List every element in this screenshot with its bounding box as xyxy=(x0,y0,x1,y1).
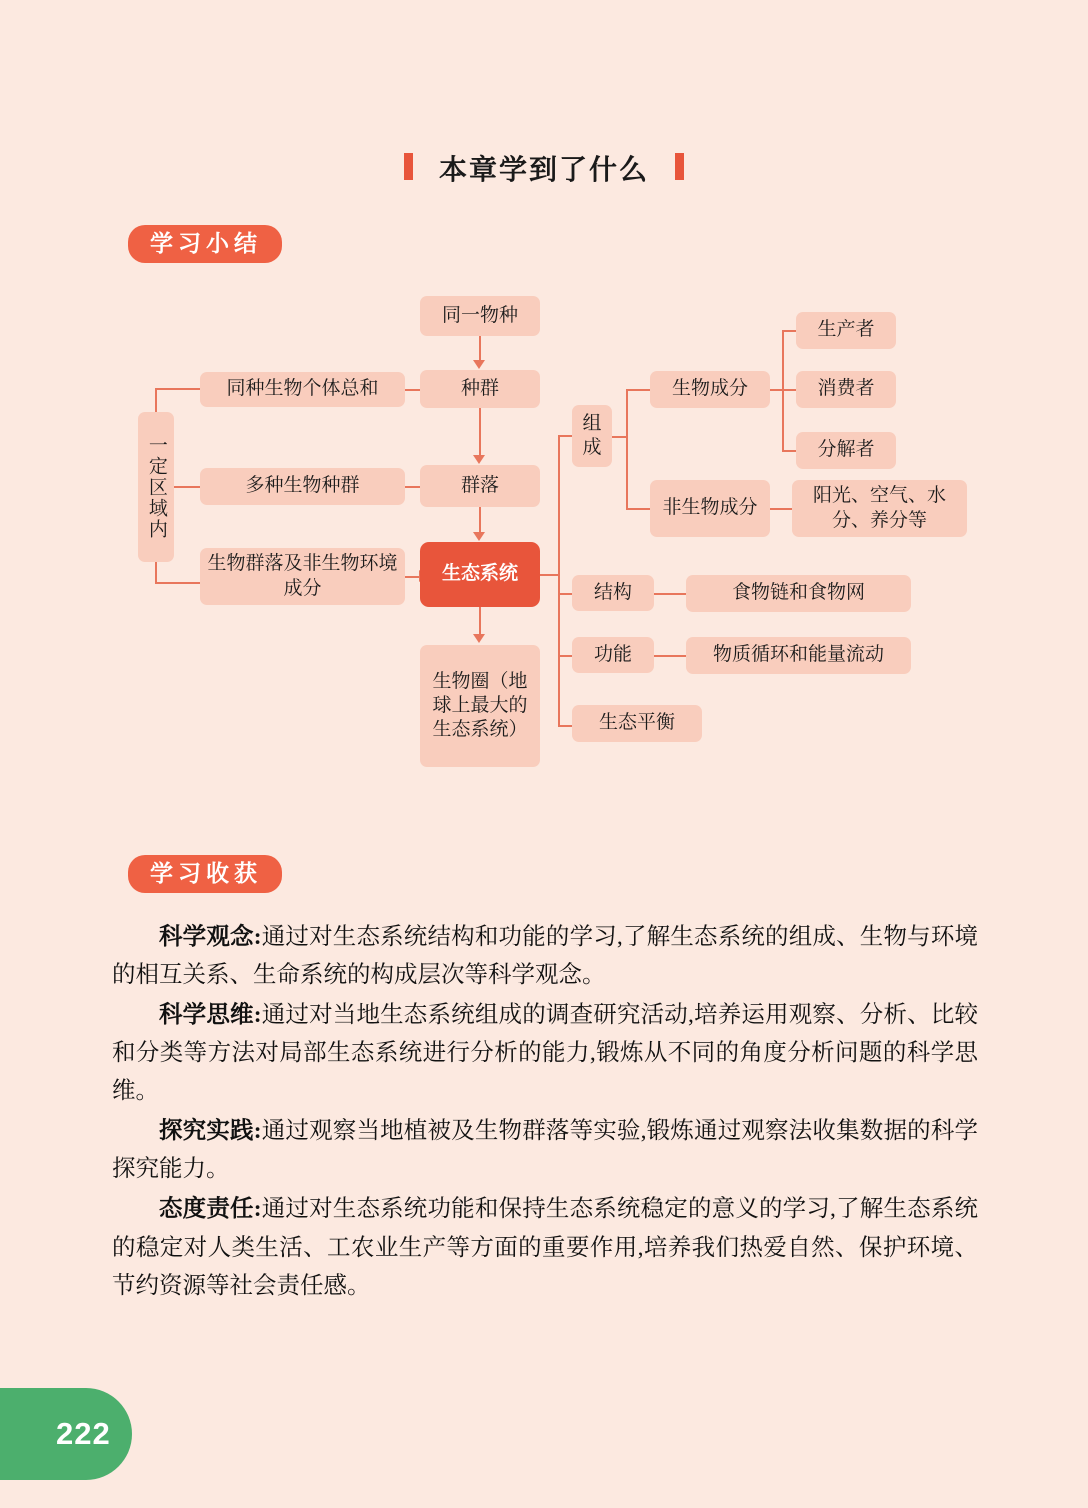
line-species-population xyxy=(479,336,481,361)
arm-function xyxy=(558,655,572,657)
bracket-top-arm xyxy=(155,388,200,390)
connector-function-cycle xyxy=(654,655,686,657)
page-header xyxy=(0,148,1088,188)
gain-paragraph-2 xyxy=(112,996,978,1110)
line-community-ecosystem xyxy=(479,507,481,533)
node-abiotic-items: 阳光、空气、水分、养分等 xyxy=(792,480,967,537)
gain-paragraph-3 xyxy=(112,1112,978,1188)
line-ecosystem-biosphere xyxy=(479,607,481,635)
node-structure: 结构 xyxy=(572,575,654,611)
gain-label-2: 科学思维: xyxy=(159,1002,262,1029)
gain-text-2: 通过对当地生态系统组成的调查研究活动,培养运用观察、分析、比较和分类等方法对局部生态系统进行分析的能力,锻炼从不同的角度分析问题的科学思维。 xyxy=(112,1002,978,1105)
connector-composition-right xyxy=(612,436,626,438)
arrow-population-community xyxy=(473,455,485,464)
connector-structure-foodchain xyxy=(654,593,686,595)
page-title: 本章学到了什么 xyxy=(438,154,649,185)
bracket-bottom-arm xyxy=(155,582,200,584)
node-biosphere: 生物圈（地球上最大的生态系统） xyxy=(420,645,540,767)
gain-text-4: 通过对生态系统功能和保持生态系统稳定的意义的学习,了解生态系统的稳定对人类生活、工农业生产等方面的重要作用,培养我们热爱自然、保护环境、节约资源等社会责任感。 xyxy=(112,1196,978,1299)
arm-structure xyxy=(558,593,572,595)
arrow-community-ecosystem-down xyxy=(473,532,485,541)
gain-text-3: 通过观察当地植被及生物群落等实验,锻炼通过观察法收集数据的科学探究能力。 xyxy=(112,1118,978,1183)
bracket-composition-vertical xyxy=(626,389,628,508)
node-community-and-abiotic: 生物群落及非生物环境成分 xyxy=(200,548,405,605)
arrow-species-population xyxy=(473,360,485,369)
node-ecosystem: 生态系统 xyxy=(420,542,540,607)
header-bar-right xyxy=(675,153,684,180)
gain-label-4: 态度责任: xyxy=(159,1196,262,1223)
arm-decomposer xyxy=(782,450,796,452)
gain-paragraph-1 xyxy=(112,918,978,994)
gain-label-3: 探究实践: xyxy=(159,1118,262,1145)
connector-ecosystem-right xyxy=(540,574,558,576)
page-number: 222 xyxy=(56,1416,111,1451)
section-badge-summary: 学习小结 xyxy=(128,225,282,263)
arm-balance xyxy=(558,725,572,727)
gain-text-1: 通过对生态系统结构和功能的学习,了解生态系统的组成、生物与环境的相互关系、生命系统的构成层次等科学观念。 xyxy=(112,924,978,989)
node-consumer: 消费者 xyxy=(796,371,896,408)
arrow-ecosystem-biosphere xyxy=(473,634,485,643)
bracket-right-vertical xyxy=(558,435,560,725)
node-abiotic: 非生物成分 xyxy=(650,480,770,537)
node-cycle-flow: 物质循环和能量流动 xyxy=(686,637,911,674)
connector-community-ecosystem xyxy=(405,576,419,578)
concept-map xyxy=(0,290,1088,790)
arm-producer xyxy=(782,330,796,332)
node-region: 一定区域内 xyxy=(138,412,174,562)
connector-abiotic-items xyxy=(770,508,792,510)
node-producer: 生产者 xyxy=(796,312,896,349)
node-function: 功能 xyxy=(572,637,654,673)
node-multi-population: 多种生物种群 xyxy=(200,468,405,505)
node-community: 群落 xyxy=(420,465,540,507)
arm-composition xyxy=(558,435,572,437)
connector-biotic-right xyxy=(770,389,782,391)
node-same-species: 同一物种 xyxy=(420,296,540,336)
node-composition: 组成 xyxy=(572,405,612,467)
gain-label-1: 科学观念: xyxy=(159,924,262,950)
node-biotic: 生物成分 xyxy=(650,371,770,408)
line-population-community xyxy=(479,408,481,456)
arm-biotic xyxy=(626,389,650,391)
section-badge-gains: 学习收获 xyxy=(128,855,282,893)
node-same-species-total: 同种生物个体总和 xyxy=(200,372,405,407)
node-food-chain: 食物链和食物网 xyxy=(686,575,911,612)
node-balance: 生态平衡 xyxy=(572,705,702,742)
gain-paragraph-4 xyxy=(112,1190,978,1304)
node-decomposer: 分解者 xyxy=(796,432,896,469)
node-population: 种群 xyxy=(420,370,540,408)
arm-consumer xyxy=(782,389,796,391)
arm-abiotic xyxy=(626,508,650,510)
learning-gains-text xyxy=(112,918,978,1307)
header-bar-left xyxy=(404,153,413,180)
